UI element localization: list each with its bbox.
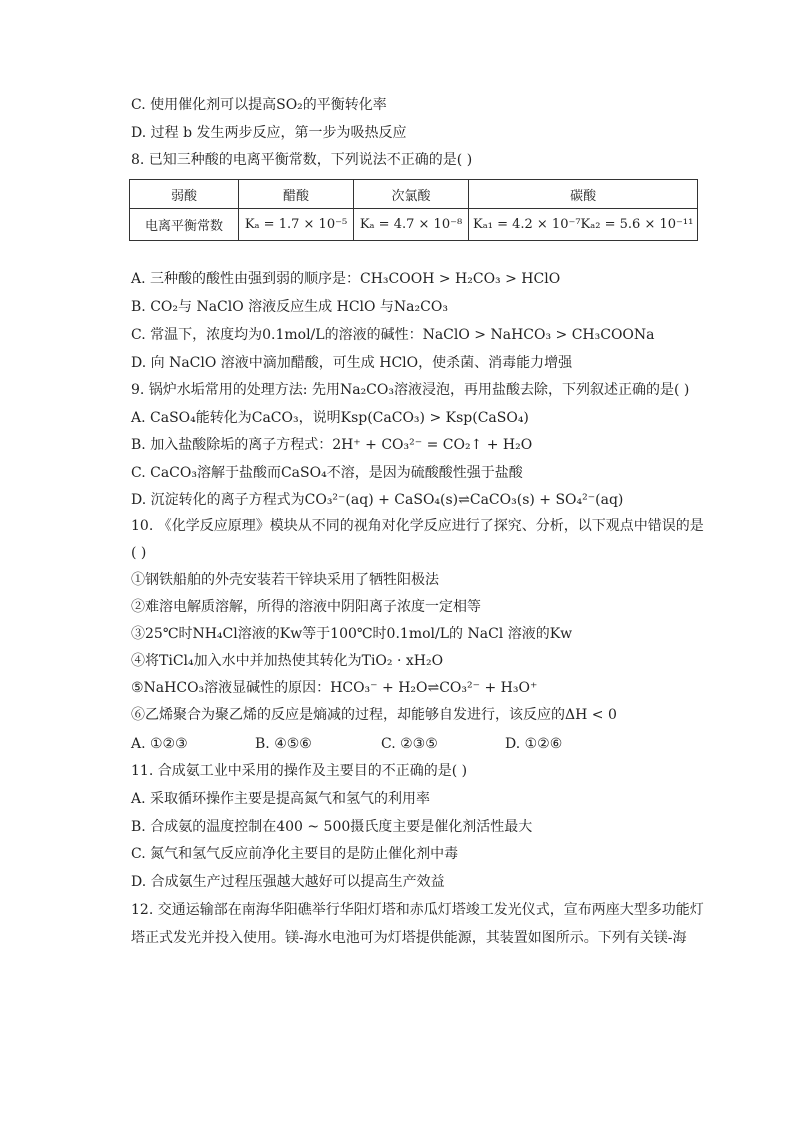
- statement-2: ②难溶电解质溶解，所得的溶液中阴阳离子浓度一定相等: [131, 599, 481, 615]
- question-11: 11. 合成氨工业中采用的操作及主要目的不正确的是( ): [131, 763, 468, 779]
- question-10-paren: ( ): [131, 545, 147, 561]
- q11-option-c: C. 氮气和氢气反应前净化主要目的是防止催化剂中毒: [131, 846, 459, 862]
- q8-option-d: D. 向 NaClO 溶液中滴加醋酸，可生成 HClO，使杀菌、消毒能力增强: [131, 355, 573, 371]
- table-header-carbonic: 碳酸: [469, 180, 698, 209]
- question-12-line1: 12. 交通运输部在南海华阳礁举行华阳灯塔和赤瓜灯塔竣工发光仪式，宣布两座大型多功能灯: [131, 902, 704, 918]
- table-cell-hypochlorous: Kₐ = 4.7 × 10⁻⁸: [354, 209, 469, 241]
- q10-option-a: A. ①②③: [131, 736, 188, 752]
- q11-option-a: A. 采取循环操作主要是提高氮气和氢气的利用率: [131, 791, 431, 807]
- statement-6: ⑥乙烯聚合为聚乙烯的反应是熵减的过程，却能够自发进行，该反应的ΔH < 0: [131, 707, 617, 723]
- statement-3: ③25℃时NH₄Cl溶液的Kw等于100℃时0.1mol/L的 NaCl 溶液的Kw: [131, 626, 573, 642]
- q8-option-c: C. 常温下，浓度均为0.1mol/L的溶液的碱性：NaClO > NaHCO₃ > CH₃COONa: [131, 327, 655, 343]
- statement-1: ①钢铁船舶的外壳安装若干锌块采用了牺牲阳极法: [131, 572, 439, 588]
- q10-option-d: D. ①②⑥: [505, 736, 563, 752]
- table-header-acetic: 醋酸: [239, 180, 354, 209]
- question-8: 8. 已知三种酸的电离平衡常数，下列说法不正确的是( ): [131, 152, 473, 168]
- table-header-hypochlorous: 次氯酸: [354, 180, 469, 209]
- table-cell-carbonic: Kₐ₁ = 4.2 × 10⁻⁷Kₐ₂ = 5.6 × 10⁻¹¹: [469, 209, 698, 241]
- option-c-prev: C. 使用催化剂可以提高SO₂的平衡转化率: [131, 97, 387, 113]
- table-row-label: 电离平衡常数: [130, 209, 239, 241]
- question-10: 10. 《化学反应原理》模块从不同的视角对化学反应进行了探究、分析，以下观点中错误的是: [131, 518, 704, 534]
- q9-option-d: D. 沉淀转化的离子方程式为CO₃²⁻(aq) + CaSO₄(s)⇌CaCO₃(s) + SO₄²⁻(aq): [131, 492, 624, 508]
- q9-option-a: A. CaSO₄能转化为CaCO₃，说明Ksp(CaCO₃) > Ksp(CaSO₄): [131, 410, 529, 426]
- q10-option-c: C. ②③⑤: [381, 736, 438, 752]
- q8-option-b: B. CO₂与 NaClO 溶液反应生成 HClO 与Na₂CO₃: [131, 299, 448, 315]
- question-12-line2: 塔正式发光并投入使用。镁-海水电池可为灯塔提供能源，其装置如图所示。下列有关镁-海: [131, 930, 687, 946]
- q9-option-c: C. CaCO₃溶解于盐酸而CaSO₄不溶，是因为硫酸酸性强于盐酸: [131, 465, 523, 481]
- statement-5: ⑤NaHCO₃溶液显碱性的原因：HCO₃⁻ + H₂O⇌CO₃²⁻ + H₃O⁺: [131, 680, 538, 696]
- q10-options: [131, 735, 562, 753]
- q11-option-d: D. 合成氨生产过程压强越大越好可以提高生产效益: [131, 874, 445, 890]
- table-cell-acetic: Kₐ = 1.7 × 10⁻⁵: [239, 209, 354, 241]
- statement-4: ④将TiCl₄加入水中并加热使其转化为TiO₂ · xH₂O: [131, 653, 444, 669]
- q10-option-b: B. ④⑤⑥: [255, 736, 312, 752]
- q11-option-b: B. 合成氨的温度控制在400 ~ 500摄氏度主要是催化剂活性最大: [131, 819, 533, 835]
- q9-option-b: B. 加入盐酸除垢的离子方程式：2H⁺ + CO₃²⁻ = CO₂↑ + H₂O: [131, 437, 533, 453]
- option-d-prev: D. 过程 b 发生两步反应，第一步为吸热反应: [131, 125, 407, 141]
- table-header-weak-acid: 弱酸: [130, 180, 239, 209]
- question-9: 9. 锅炉水垢常用的处理方法: 先用Na₂CO₃溶液浸泡，再用盐酸去除，下列叙述正确的是( ): [131, 382, 690, 398]
- ionization-constant-table: [129, 179, 698, 241]
- q8-option-a: A. 三种酸的酸性由强到弱的顺序是：CH₃COOH > H₂CO₃ > HClO: [131, 271, 561, 287]
